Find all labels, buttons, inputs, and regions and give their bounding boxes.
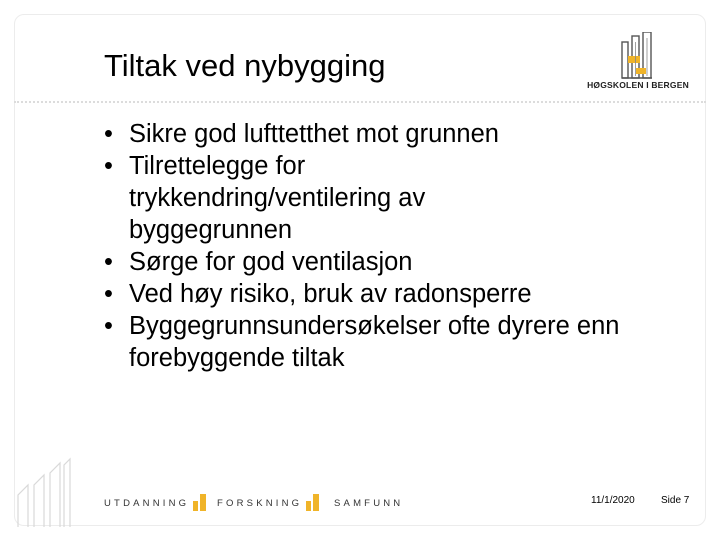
decorative-lines-graphic: [14, 455, 74, 527]
footer-date: 11/1/2020: [591, 495, 635, 506]
slide-number: Side 7: [661, 495, 690, 506]
bullet-marker: •: [104, 120, 113, 148]
bullet-item: [104, 118, 694, 150]
footer-word-samfunn: SAMFUNN: [334, 498, 404, 509]
bullet-marker: •: [104, 248, 113, 276]
bullet-list: [104, 118, 694, 374]
bullet-marker: •: [104, 312, 113, 340]
footer-mark-icon: [191, 491, 209, 511]
bullet-item: [104, 150, 694, 246]
footer-word-forskning: FORSKNING: [217, 498, 303, 509]
footer-mark-icon: [304, 491, 322, 511]
bullet-item: [104, 278, 694, 310]
bullet-marker: •: [104, 152, 113, 180]
hib-building-logo-icon: [582, 32, 694, 80]
bullet-item: [104, 310, 694, 374]
bullet-text: Sørge for god ventilasjon: [129, 248, 413, 276]
bullet-item: [104, 246, 694, 278]
logo-text: HØGSKOLEN I BERGEN: [587, 80, 689, 90]
slide-title: Tiltak ved nybygging: [104, 48, 386, 83]
bullet-text: Ved høy risiko, bruk av radonsperre: [129, 280, 532, 308]
title-divider: [14, 101, 706, 103]
footer-tagline: [104, 491, 404, 513]
institution-logo: [582, 32, 694, 92]
bullet-text: Byggegrunnsundersøkelser ofte dyrere enn forebyggende tiltak: [129, 312, 620, 372]
footer-word-utdanning: UTDANNING: [104, 498, 190, 509]
bullet-text: Tilrettelegge for trykkendring/ventilering av byggegrunnen: [129, 152, 426, 244]
bullet-marker: •: [104, 280, 113, 308]
bullet-text: Sikre god lufttetthet mot grunnen: [129, 120, 499, 148]
